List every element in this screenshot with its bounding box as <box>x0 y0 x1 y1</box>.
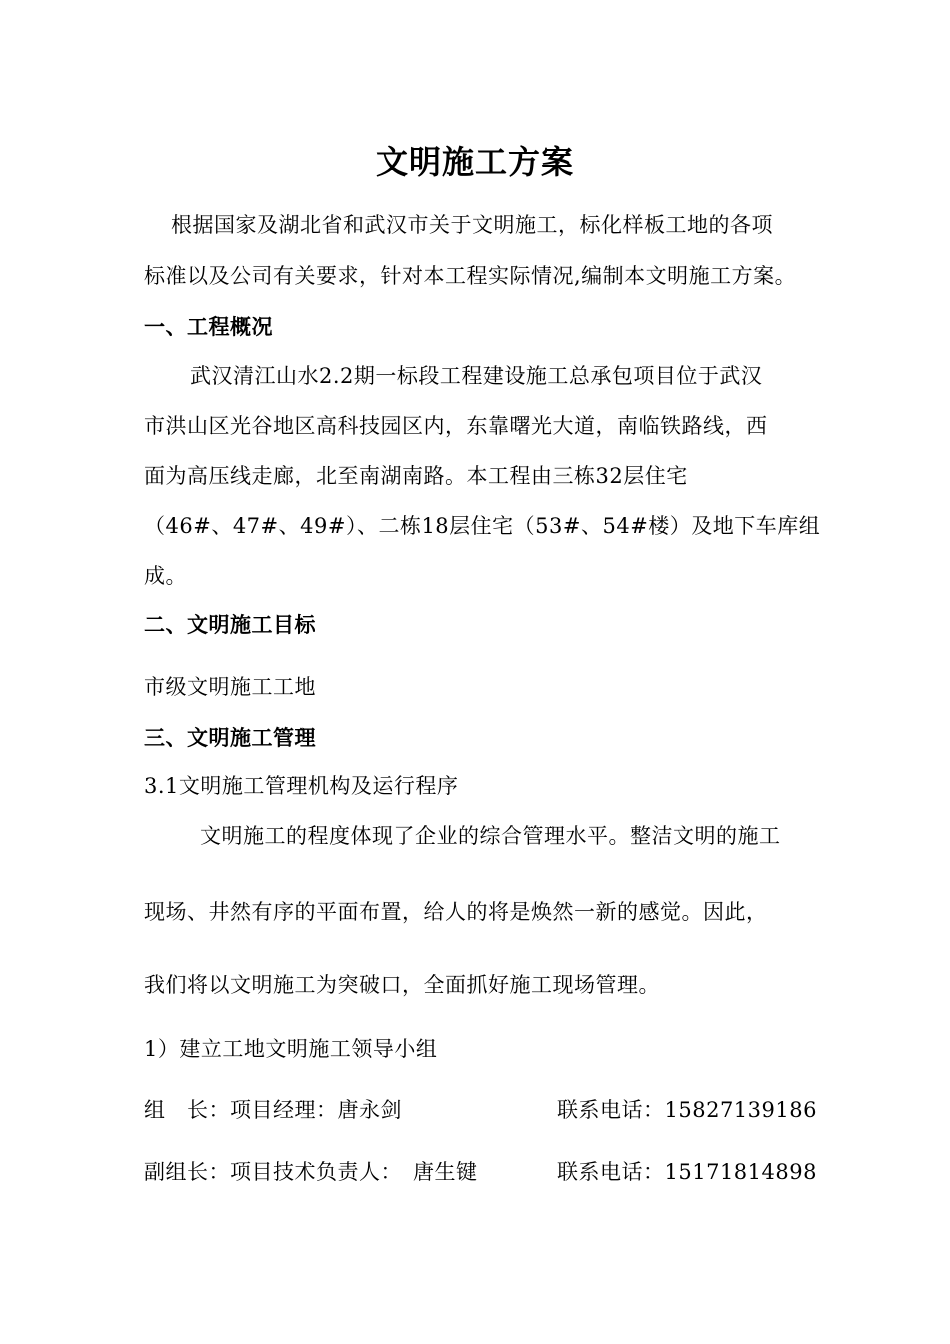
document-title: 文明施工方案 <box>375 143 574 181</box>
overview-line-2: 市洪山区光谷地区高科技园区内，东靠曙光大道，南临铁路线，西 <box>144 414 768 438</box>
intro-line-2: 标准以及公司有关要求，针对本工程实际情况,编制本文明施工方案。 <box>144 264 797 288</box>
management-line-3: 我们将以文明施工为突破口，全面抓好施工现场管理。 <box>144 973 660 997</box>
overview-line-4: （46#、47#、49#）、二栋18层住宅（53#、54#楼）及地下车库组 <box>144 514 821 538</box>
section-heading-overview: 一、工程概况 <box>144 314 273 339</box>
leader-role: 组 长：项目经理：唐永剑 <box>144 1098 402 1122</box>
deputy-role: 副组长：项目技术负责人： 唐生键 <box>144 1160 478 1184</box>
list-item-1: 1）建立工地文明施工领导小组 <box>144 1037 438 1061</box>
leader-phone: 联系电话：15827139186 <box>557 1098 817 1122</box>
goal-text: 市级文明施工工地 <box>144 675 316 699</box>
section-heading-goal: 二、文明施工目标 <box>144 612 316 637</box>
management-line-1: 文明施工的程度体现了企业的综合管理水平。整洁文明的施工 <box>200 824 781 848</box>
overview-line-5: 成。 <box>144 564 187 588</box>
intro-line-1: 根据国家及湖北省和武汉市关于文明施工，标化样板工地的各项 <box>171 213 773 237</box>
section-heading-management: 三、文明施工管理 <box>144 725 316 750</box>
management-line-2: 现场、井然有序的平面布置，给人的将是焕然一新的感觉。因此， <box>144 900 768 924</box>
management-subheading: 3.1文明施工管理机构及运行程序 <box>144 774 459 798</box>
overview-line-1: 武汉清江山水2.2期一标段工程建设施工总承包项目位于武汉 <box>190 364 763 388</box>
deputy-phone: 联系电话：15171814898 <box>557 1160 817 1184</box>
overview-line-3: 面为高压线走廊，北至南湖南路。本工程由三栋32层住宅 <box>144 464 688 488</box>
